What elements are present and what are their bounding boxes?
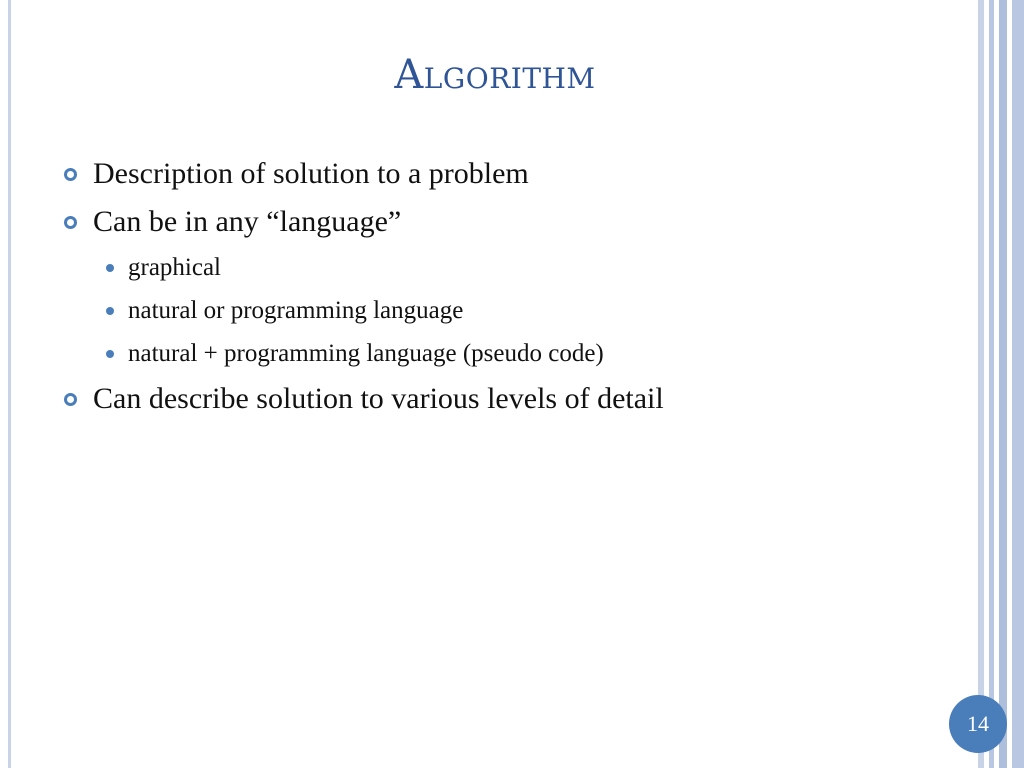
- ring-bullet-icon: [64, 216, 77, 229]
- left-border-line: [8, 0, 11, 768]
- ring-bullet-icon: [64, 168, 77, 181]
- dot-bullet-icon: [106, 350, 114, 358]
- sub-bullet-text: natural + programming language (pseudo code): [128, 339, 604, 367]
- dot-bullet-icon: [106, 264, 114, 272]
- sub-bullet-text: graphical: [128, 253, 222, 281]
- bullet-item: [62, 150, 962, 198]
- bullet-text: Can be in any “language”: [93, 205, 402, 238]
- slide-number-badge: 14: [949, 695, 1007, 753]
- slide-title: Algorithm: [394, 52, 596, 98]
- bullet-item: [62, 375, 962, 423]
- sub-bullet-item: [62, 289, 962, 332]
- ring-bullet-icon: [64, 393, 77, 406]
- bullet-list: [62, 150, 962, 423]
- dot-bullet-icon: [106, 307, 114, 315]
- sub-bullet-text: natural or programming language: [128, 296, 464, 324]
- sub-bullet-item: [62, 332, 962, 375]
- bullet-item: [62, 198, 962, 246]
- right-stripe: [999, 0, 1007, 768]
- bullet-text: Description of solution to a problem: [93, 157, 529, 190]
- right-stripe: [1012, 0, 1024, 768]
- sub-bullet-item: [62, 246, 962, 289]
- bullet-text: Can describe solution to various levels of detail: [93, 382, 664, 415]
